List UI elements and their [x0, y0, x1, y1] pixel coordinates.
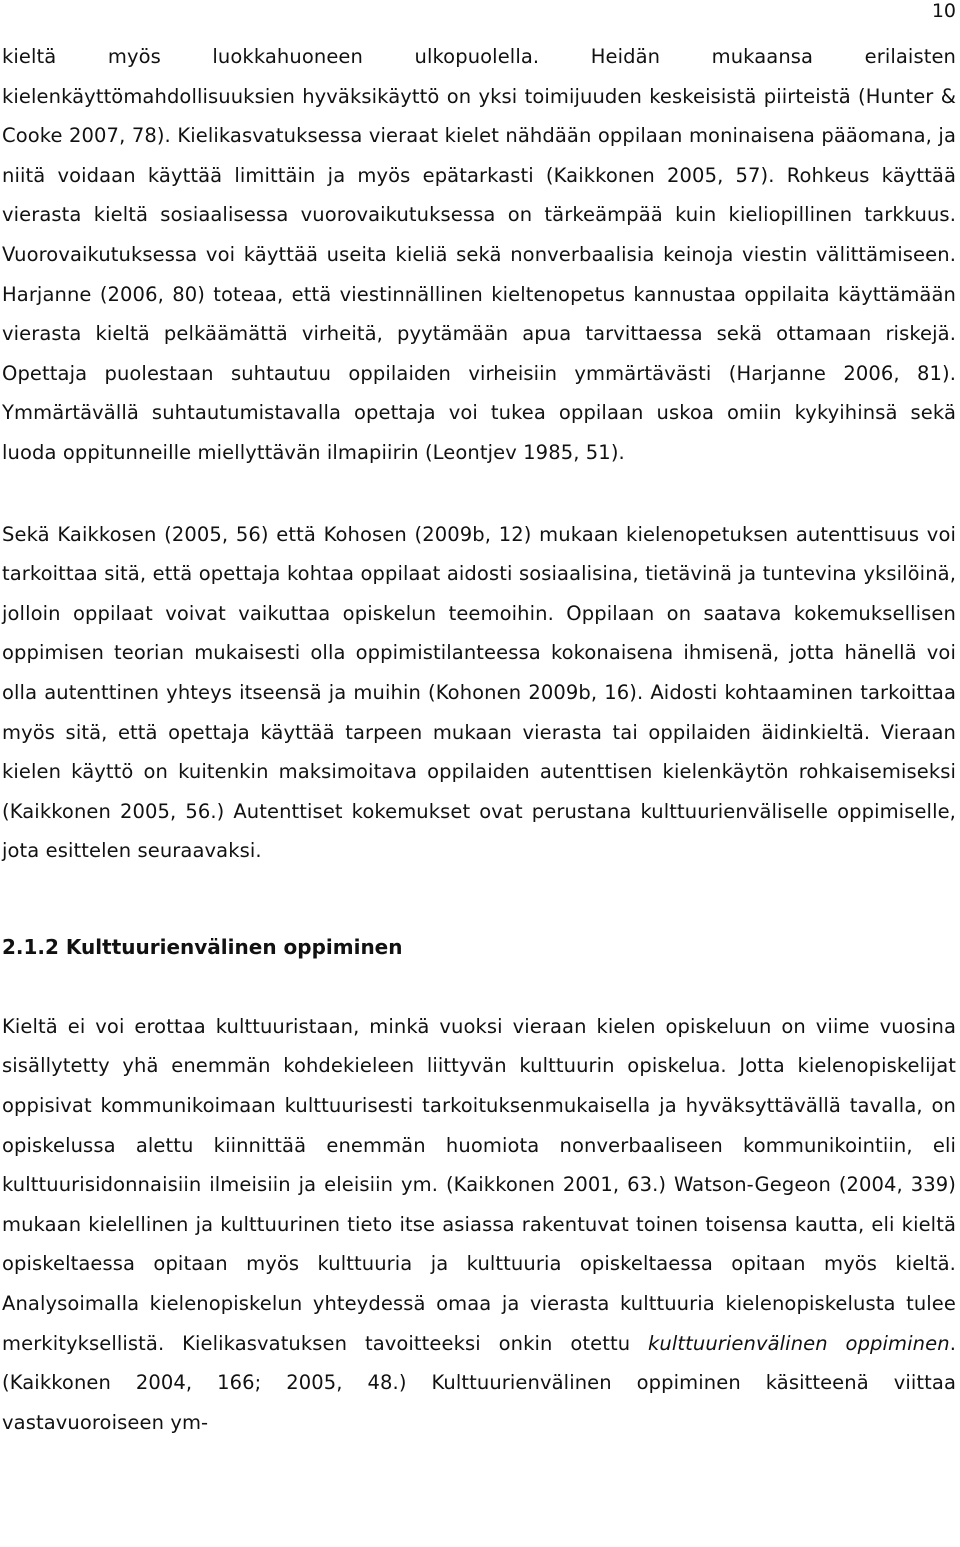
emphasized-term: kulttuurienvälinen oppiminen [648, 1331, 950, 1355]
document-body [2, 37, 956, 1442]
paragraph [2, 1007, 956, 1443]
page-number: 10 [931, 0, 956, 22]
paragraph-text: Kieltä ei voi erottaa kulttuuristaan, minkä vuoksi vieraan kielen opiskeluun on viime vuosina sisällytetty yhä enemmän kohdekieleen liittyvän kulttuurin opiskelua. Jotta kielenopiskelijat oppisivat kommunikoimaan kulttuurisesti tarkoituksenmukaisella ja hyväksyttävällä tavalla, on opiskelussa alettu kiinnittää enemmän huomiota nonverbaaliseen kommunikointiin, eli kulttuurisidonnaisiin ilmeisiin ja eleisiin ym. (Kaikkonen 2001, 63.) Watson-Gegeon (2004, 339) mukaan kielellinen ja kulttuurinen tieto itse asiassa rakentuvat toinen toisensa kautta, eli kieltä opiskeltaessa opitaan myös kulttuuria ja kulttuuria opiskeltaessa opitaan myös kieltä. Analysoimalla kielenopiskelun yhteydessä omaa ja vierasta kulttuuria kielenopiskelusta tulee merkityksellistä. Kielikasvatuksen tavoitteeksi onkin otettu [2, 1014, 956, 1355]
section-heading: 2.1.2 Kulttuurienvälinen oppiminen [2, 934, 403, 959]
paragraph-text: . (Kaikkonen 2004, 166; 2005, 48.) Kulttuurienvälinen oppiminen käsitteenä viittaa vastavuoroiseen ym- [2, 1331, 956, 1434]
paragraph: Sekä Kaikkosen (2005, 56) että Kohosen (2009b, 12) mukaan kielenopetuksen autenttisuus voi tarkoittaa sitä, että opettaja kohtaa oppilaat aidosti sosiaalisina, tietävinä ja tuntevina yksilöinä, jolloin oppilaat voivat vaikuttaa opiskelun teemoihin. Oppilaan on saatava kokemuksellisen oppimisen teorian mukaisesti olla oppimistilanteessa kokonaisena ihmisenä, jotta hänellä voi olla autenttinen yhteys itseensä ja muihin (Kohonen 2009b, 16). Aidosti kohtaaminen tarkoittaa myös sitä, että opettaja käyttää tarpeen mukaan vierasta tai oppilaiden äidinkieltä. Vieraan kielen käyttö on kuitenkin maksimoitava oppilaiden autenttisen kielenkäytön rohkaisemiseksi (Kaikkonen 2005, 56.) Autenttiset kokemukset ovat perustana kulttuurienväliselle oppimiselle, jota esittelen seuraavaksi. [2, 522, 956, 863]
paragraph: kieltä myös luokkahuoneen ulkopuolella. Heidän mukaansa erilaisten kielenkäyttömahdollisuuksien hyväksikäyttö on yksi toimijuuden keskeisistä piirteistä (Hunter & Cooke 2007, 78). Kielikasvatuksessa vieraat kielet nähdään oppilaan moninaisena pääomana, ja niitä voidaan käyttää limittäin ja myös epätarkasti (Kaikkonen 2005, 57). Rohkeus käyttää vierasta kieltä sosiaalisessa vuorovaikutuksessa on tärkeämpää kuin kieliopillinen tarkkuus. Vuorovaikutuksessa voi käyttää useita kieliä sekä nonverbaalisia keinoja viestin välittämiseen. Harjanne (2006, 80) toteaa, että viestinnällinen kieltenopetus kannustaa oppilaita käyttämään vierasta kieltä pelkäämättä virheitä, pyytämään apua tarvittaessa sekä ottamaan riskejä. Opettaja puolestaan suhtautuu oppilaiden virheisiin ymmärtävästi (Harjanne 2006, 81). Ymmärtävällä suhtautumistavalla opettaja voi tukea oppilaan uskoa omiin kykyihinsä sekä luoda oppitunneille miellyttävän ilmapiirin (Leontjev 1985, 51). [2, 45, 956, 464]
